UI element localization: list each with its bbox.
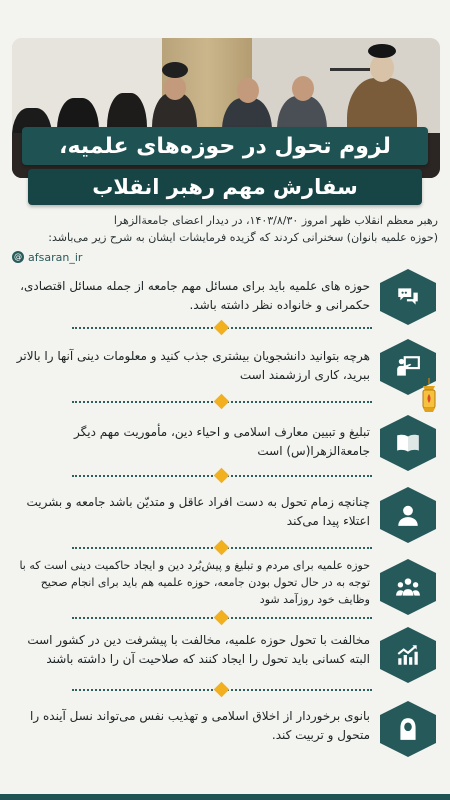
divider <box>72 547 372 549</box>
divider <box>72 327 372 329</box>
list-item <box>12 409 438 471</box>
group-people-icon <box>380 559 436 615</box>
list-item <box>12 623 438 687</box>
list-item <box>12 267 438 327</box>
item-text: بانوی برخوردار از اخلاق اسلامی و تهذیب نفس می‌تواند نسل آینده را متحول و تربیت کند. <box>30 709 370 742</box>
item-text: مخالفت با تحول حوزه علمیه، مخالفت با پیشرفت دین در کشور است البته کسانی باید تحول را ایجاد کنند که صلاحیت آن را داشته باشند <box>27 633 370 666</box>
subtitle-banner <box>28 169 422 205</box>
handle-text: afsaran_ir <box>28 250 83 264</box>
item-text: چنانچه زمام تحول به دست افراد عاقل و متدیّن باشد جامعه و بشریت اعتلاء پیدا می‌کند <box>26 495 370 528</box>
at-sign-icon: @ <box>14 252 22 261</box>
intro-line-2: (حوزه علمیه بانوان) سخنرانی کردند که گزیده فرمایشات ایشان به شرح زیر می‌باشد: <box>48 231 438 244</box>
page-title: لزوم تحول در حوزه‌های علمیه، <box>59 133 391 159</box>
chat-bubbles-icon <box>380 269 436 325</box>
title-banner <box>22 127 428 165</box>
person-icon <box>380 487 436 543</box>
item-text: هرچه بتوانید دانشجویان بیشتری جذب کنید و معلومات دینی آنها را بالاتر ببرید، کاری ارزشمند است <box>16 349 370 382</box>
open-book-icon <box>380 415 436 471</box>
divider <box>72 689 372 691</box>
divider <box>72 617 372 619</box>
bottom-bar <box>0 794 450 800</box>
divider <box>72 401 372 403</box>
intro-paragraph <box>12 212 438 246</box>
veiled-woman-icon <box>380 701 436 757</box>
list-item <box>12 335 438 397</box>
growth-chart-icon <box>380 627 436 683</box>
list-item <box>12 553 438 619</box>
intro-line-1: رهبر معظم انقلاب ظهر امروز ۱۴۰۳/۸/۳۰، در دیدار اعضای جامعة‌الزهرا <box>113 214 438 227</box>
lantern-icon <box>418 378 440 418</box>
item-text: حوزه علمیه برای مردم و تبلیغ و پیش‌بُرد دین و ایجاد حاکمیت دینی است که با توجه به در حال تحول بودن جامعه، حوزه علمیه هم باید برای انجام صحیح وظایف خود روزآمد شود <box>19 559 370 606</box>
list-item <box>12 481 438 543</box>
list-item <box>12 695 438 765</box>
channel-handle <box>12 250 82 264</box>
divider <box>72 475 372 477</box>
item-text: حوزه های علمیه باید برای مسائل مهم جامعه از جمله مسائل اقتصادی، حکمرانی و خانواده نظر داشته باشد. <box>20 279 370 312</box>
page-subtitle: سفارش مهم رهبر انقلاب <box>92 175 358 199</box>
item-text: تبلیغ و تبیین معارف اسلامی و احیاء دین، مأموریت مهم دیگر جامعة‌الزهرا(س) است <box>74 425 370 458</box>
